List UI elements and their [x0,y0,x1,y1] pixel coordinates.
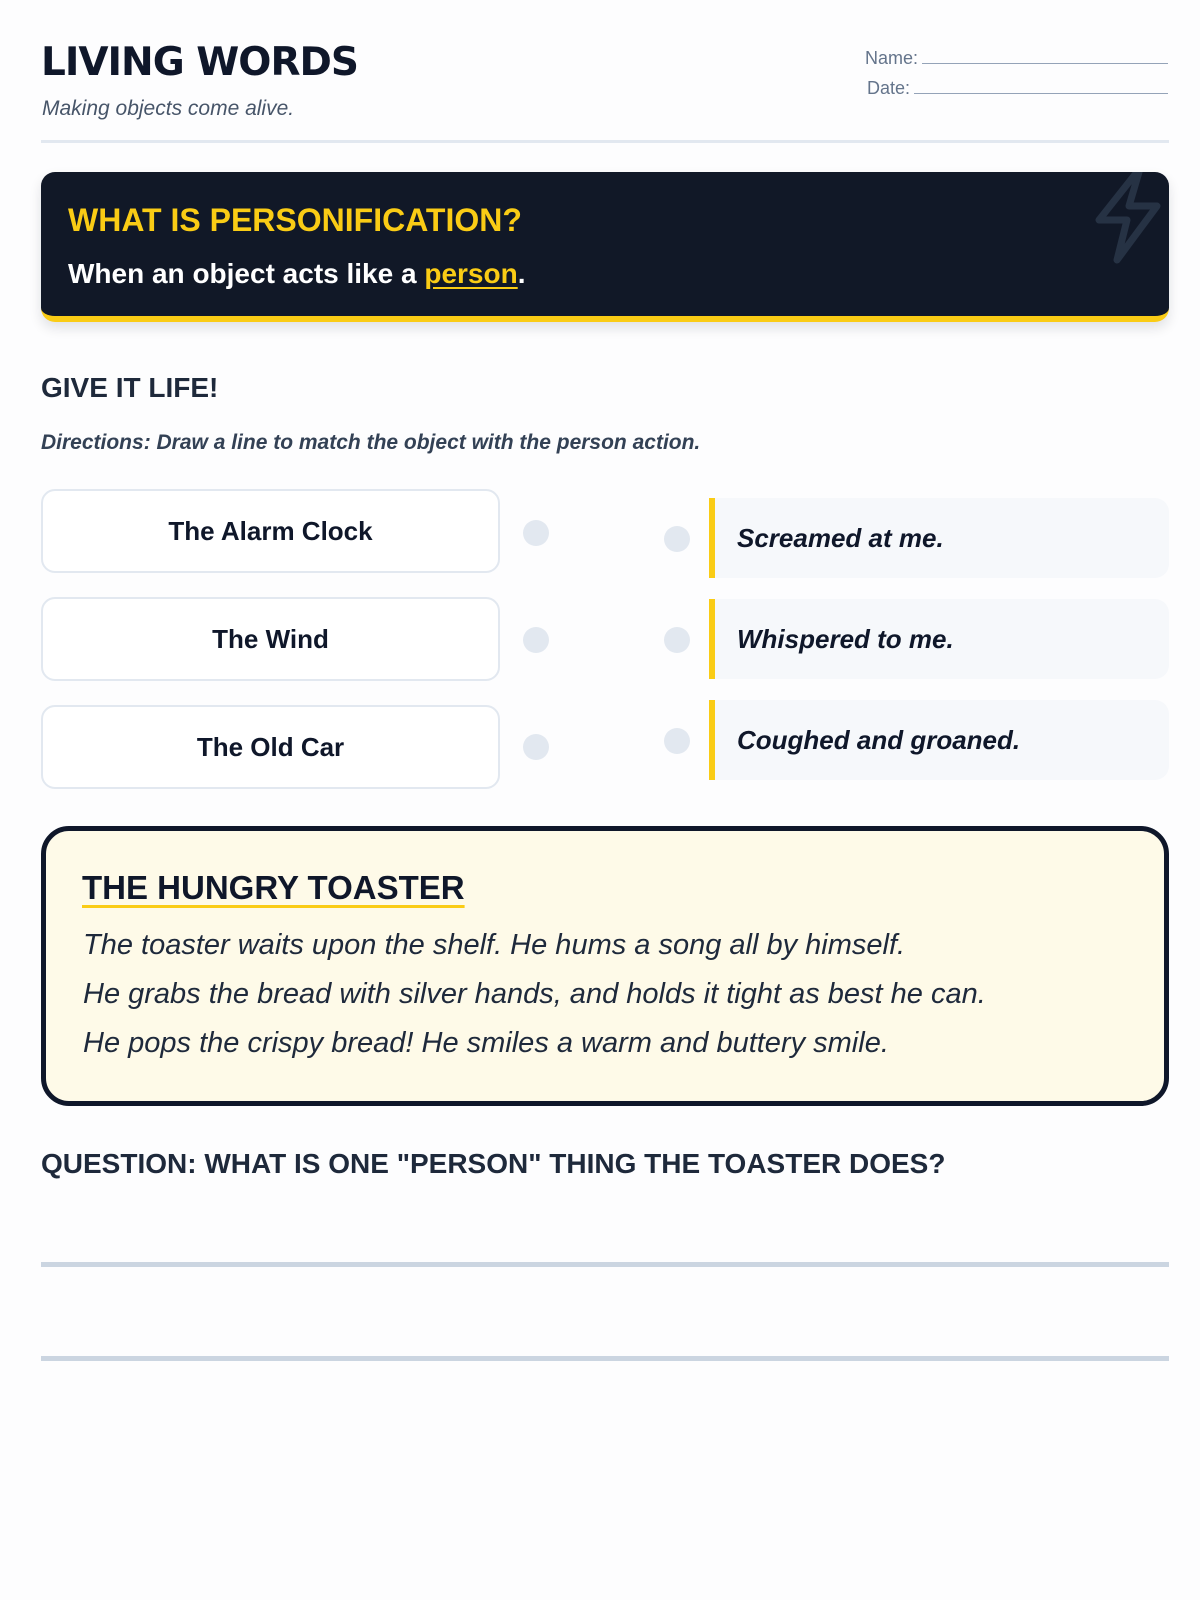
action-label: Whispered to me. [737,623,954,654]
story-title: THE HUNGRY TOASTER [82,869,465,906]
definition-text [68,258,525,290]
matching-directions: Directions: Draw a line to match the object with the person action. [41,431,701,454]
question-prompt: QUESTION: WHAT IS ONE "PERSON" THING THE TOASTER DOES? [41,1148,946,1179]
object-card [41,489,500,573]
action-card [709,700,1169,780]
object-label: The Old Car [196,731,345,762]
date-label: Date: [866,78,910,98]
action-card [709,498,1169,578]
answer-line[interactable] [41,1262,1169,1267]
object-card [41,597,500,681]
object-connector-dot[interactable] [523,734,549,760]
matching-section-title: GIVE IT LIFE! [41,372,219,403]
action-connector-dot[interactable] [664,526,690,552]
action-label: Coughed and groaned. [737,724,1021,755]
definition-keyword: person [424,258,518,289]
date-blank[interactable] [914,79,1168,94]
date-row [865,73,1168,103]
object-connector-dot[interactable] [523,627,549,653]
story-box [41,826,1169,1106]
story-line: He pops the crispy bread! He smiles a warm and buttery smile. [83,1027,889,1059]
story-line: The toaster waits upon the shelf. He hums a song all by himself. [83,929,906,961]
action-connector-dot[interactable] [664,728,690,754]
action-connector-dot[interactable] [664,627,690,653]
header-divider [41,140,1169,143]
name-blank[interactable] [922,49,1168,64]
name-label: Name: [864,48,918,68]
worksheet-subtitle: Making objects come alive. [42,97,295,120]
worksheet-title: LIVING WORDS [41,40,358,85]
object-label: The Alarm Clock [168,515,373,546]
definition-card [41,172,1169,322]
answer-line[interactable] [41,1356,1169,1361]
student-info [865,43,1168,103]
lightning-bolt-icon [1077,172,1169,266]
action-card [709,599,1169,679]
action-label: Screamed at me. [737,522,944,553]
object-connector-dot[interactable] [523,520,549,546]
definition-heading: WHAT IS PERSONIFICATION? [68,202,522,238]
definition-text-start: When an object acts like a [68,258,425,289]
object-card [41,705,500,789]
name-row [865,43,1168,73]
object-label: The Wind [212,623,329,654]
story-line: He grabs the bread with silver hands, and holds it tight as best he can. [83,978,986,1010]
definition-text-end: . [517,258,526,289]
